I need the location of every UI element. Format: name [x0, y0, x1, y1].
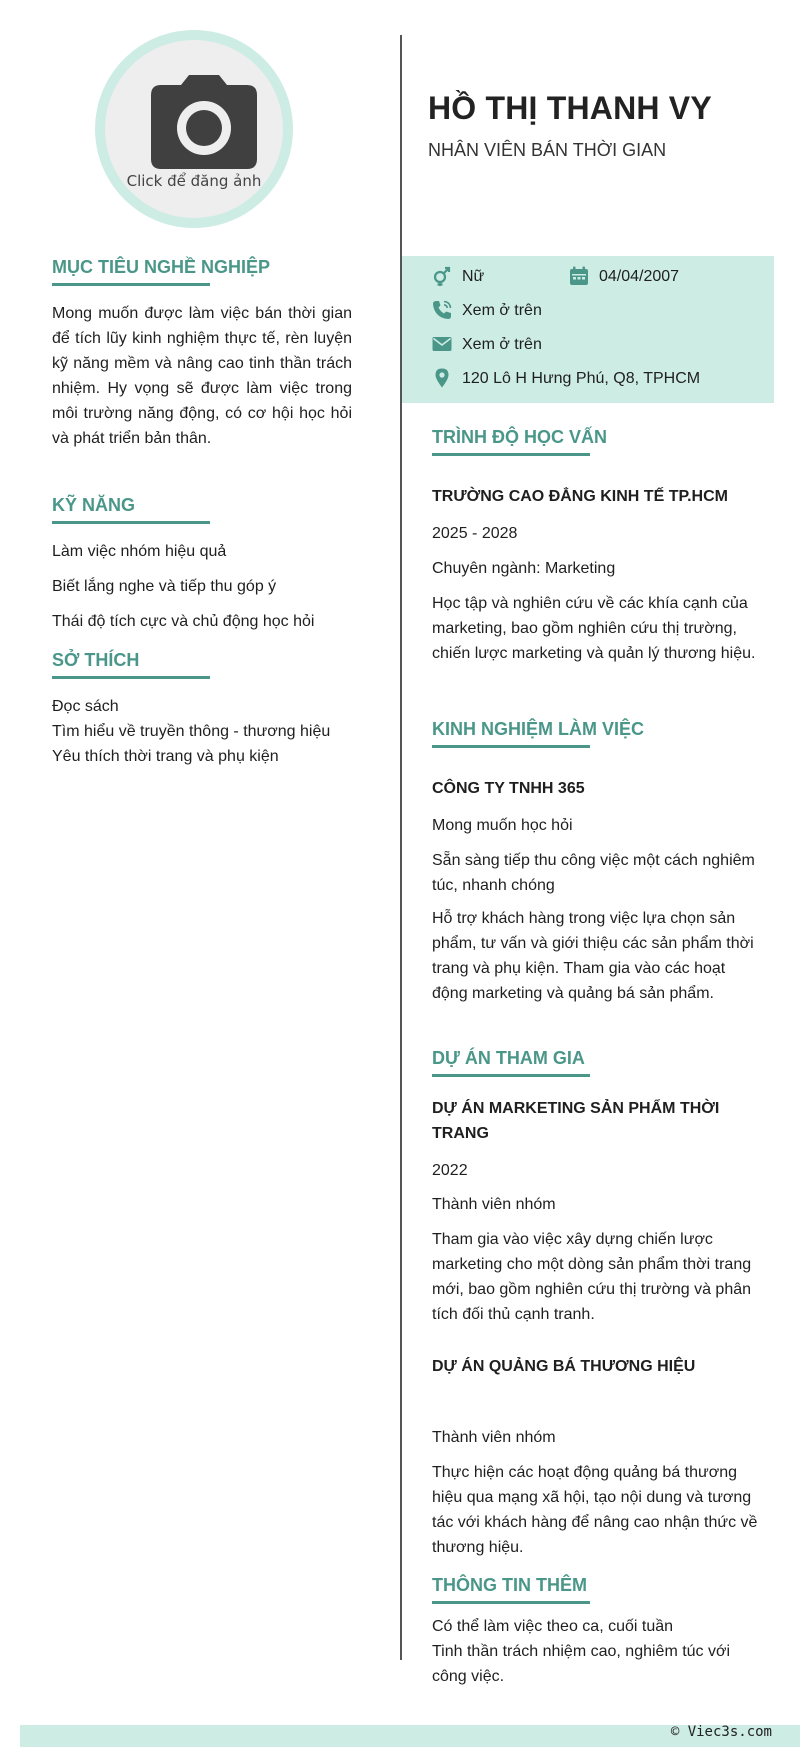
projects-heading: DỰ ÁN THAM GIA: [432, 1048, 585, 1068]
birthdate-value: 04/04/2007: [599, 268, 680, 285]
address-value: 120 Lô H Hưng Phú, Q8, TPHCM: [462, 370, 701, 387]
extra-item: Có thể làm việc theo ca, cuối tuần: [432, 1618, 674, 1635]
project-description: Thực hiện các hoạt động quảng bá thương hiệu qua mạng xã hội, tạo nội dung và tương tác với khách hàng để nâng cao nhận thức về thương hiệu.: [432, 1464, 758, 1556]
hobbies-underline: [52, 676, 210, 679]
objective-heading: MỤC TIÊU NGHỀ NGHIỆP: [52, 257, 271, 277]
avatar-placeholder: [105, 40, 283, 218]
skills-heading: KỸ NĂNG: [52, 495, 136, 515]
extra-underline: [432, 1601, 590, 1604]
skill-item: Thái độ tích cực và chủ động học hỏi: [52, 613, 315, 630]
education-description: Học tập và nghiên cứu về các khía cạnh của marketing, bao gồm nghiên cứu thị trường, chiến lược marketing và quản lý thương hiệu.: [432, 595, 756, 662]
candidate-title: NHÂN VIÊN BÁN THỜI GIAN: [428, 140, 667, 160]
projects-underline: [432, 1074, 590, 1077]
calendar-icon: [569, 266, 589, 286]
experience-heading: KINH NGHIỆM LÀM VIỆC: [432, 719, 645, 739]
skills-underline: [52, 521, 210, 524]
hobby-item: Yêu thích thời trang và phụ kiện: [52, 748, 279, 765]
objective-underline: [52, 283, 210, 286]
education-underline: [432, 453, 590, 456]
project-role: Thành viên nhóm: [432, 1429, 556, 1446]
experience-line: Sẵn sàng tiếp thu công việc một cách nghiêm túc, nhanh chóng: [432, 852, 755, 894]
avatar-upload[interactable]: [95, 30, 293, 228]
email-icon: [432, 334, 452, 354]
school-name: TRƯỜNG CAO ĐẲNG KINH TẾ TP.HCM: [432, 488, 728, 505]
phone-icon: [432, 300, 452, 320]
company-name: CÔNG TY TNHH 365: [432, 780, 585, 797]
email-value: Xem ở trên: [462, 336, 542, 353]
objective-text: Mong muốn được làm việc bán thời gian để tích lũy kinh nghiệm thực tế, rèn luyện kỹ năng mềm và nâng cao tinh thần trách nhiệm. Hy vọng sẽ được làm việc trong môi trường năng động, có cơ hội học hỏi và phát triển bản thân.: [52, 305, 352, 447]
hobby-item: Tìm hiểu về truyền thông - thương hiệu: [52, 723, 331, 740]
project-role: Thành viên nhóm: [432, 1196, 556, 1213]
skill-item: Làm việc nhóm hiệu quả: [52, 543, 227, 560]
skill-item: Biết lắng nghe và tiếp thu góp ý: [52, 578, 277, 595]
project-name: DỰ ÁN QUẢNG BÁ THƯƠNG HIỆU: [432, 1358, 696, 1375]
location-icon: [432, 368, 452, 388]
project-name: DỰ ÁN MARKETING SẢN PHẨM THỜI TRANG: [432, 1100, 720, 1142]
education-major: Chuyên ngành: Marketing: [432, 560, 616, 577]
experience-line: Mong muốn học hỏi: [432, 817, 573, 834]
experience-underline: [432, 745, 590, 748]
hobbies-heading: SỞ THÍCH: [52, 650, 140, 670]
camera-icon: [151, 75, 257, 169]
education-years: 2025 - 2028: [432, 525, 518, 542]
project-description: Tham gia vào việc xây dựng chiến lược marketing cho một dòng sản phẩm thời trang mới, bao gồm nghiên cứu thị trường và phân tích đối thủ cạnh tranh.: [432, 1231, 752, 1323]
extra-heading: THÔNG TIN THÊM: [432, 1575, 587, 1595]
hobby-item: Đọc sách: [52, 698, 119, 715]
copyright-text: © Viec3s.com: [670, 1724, 772, 1740]
phone-value: Xem ở trên: [462, 302, 542, 319]
contact-panel: [402, 256, 774, 403]
gender-icon: [432, 266, 452, 286]
gender-value: Nữ: [462, 268, 485, 285]
project-year: 2022: [432, 1162, 468, 1179]
education-heading: TRÌNH ĐỘ HỌC VẤN: [432, 427, 607, 447]
extra-item: Tinh thần trách nhiệm cao, nghiêm túc với công việc.: [432, 1643, 731, 1685]
candidate-name: HỒ THỊ THANH VY: [428, 90, 712, 126]
photo-caption: Click để đăng ảnh: [126, 172, 262, 190]
experience-description: Hỗ trợ khách hàng trong việc lựa chọn sản phẩm, tư vấn và giới thiệu các sản phẩm thời trang và phụ kiện. Tham gia vào các hoạt động marketing và quảng bá sản phẩm.: [432, 910, 754, 1002]
